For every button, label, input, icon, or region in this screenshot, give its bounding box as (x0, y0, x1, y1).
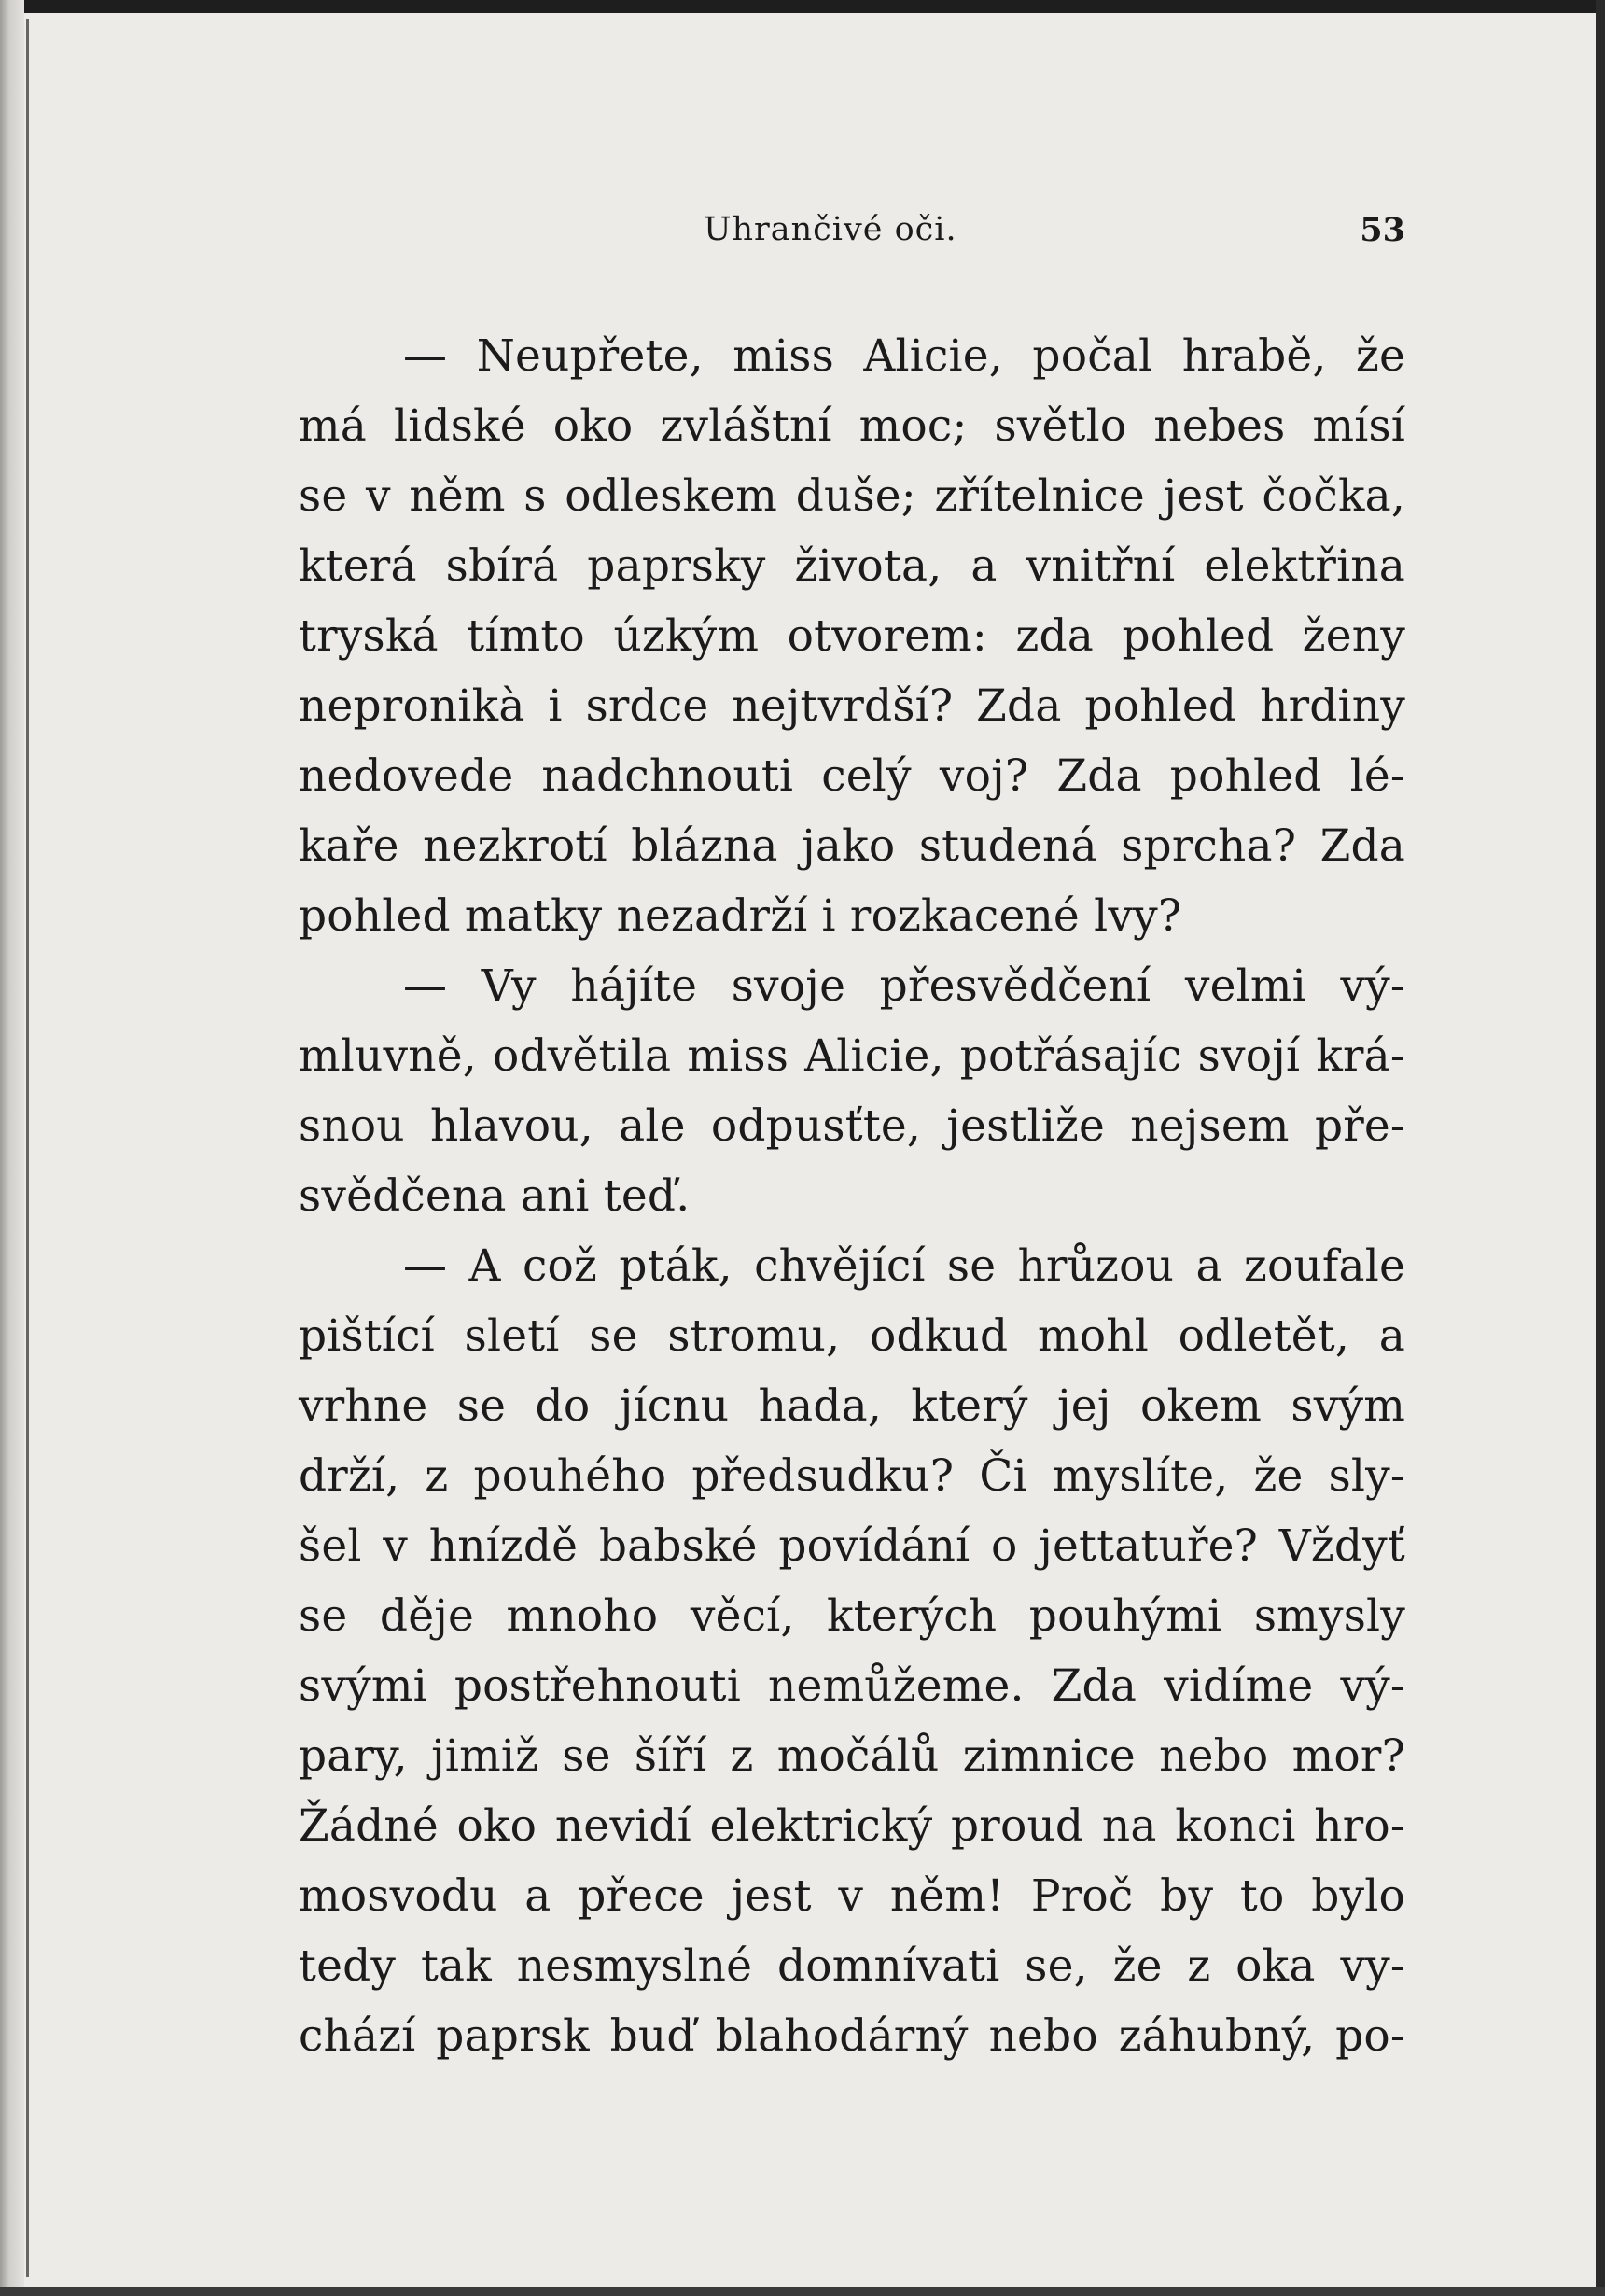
text-line: snou hlavou, ale odpusťte, jestliže nejsem pře- (299, 1100, 1405, 1152)
text-line: vrhne se do jícnu hada, který jej okem svým (299, 1380, 1405, 1432)
text-line: mosvodu a přece jest v něm! Proč by to bylo (299, 1870, 1405, 1922)
text-line: pištící sletí se stromu, odkud mohl odletět, a (299, 1310, 1405, 1362)
body-text (299, 321, 1405, 2071)
scan-edge-right (1596, 0, 1605, 2296)
text-line: se v něm s odleskem duše; zřítelnice jest čočka, (299, 470, 1405, 522)
text-line: — A což pták, chvějící se hrůzou a zoufale (403, 1240, 1405, 1292)
text-line: Žádné oko nevidí elektrický proud na konci hro- (299, 1800, 1405, 1852)
text-line: nedovede nadchnouti celý voj? Zda pohled lé- (299, 750, 1405, 802)
text-line: svědčena ani teď. (299, 1170, 691, 1222)
text-line: mluvně, odvětila miss Alicie, potřásajíc svojí krá- (299, 1030, 1405, 1082)
text-line: pary, jimiž se šíří z močálů zimnice nebo mor? (299, 1730, 1405, 1782)
scan-edge-top (0, 0, 1605, 13)
text-line: má lidské oko zvláštní moc; světlo nebes mísí (299, 400, 1405, 452)
running-title: Uhrančivé oči. (704, 211, 957, 248)
binding-line (26, 19, 29, 2277)
text-line: — Neupřete, miss Alicie, počal hrabě, že (403, 330, 1405, 382)
scan-edge-bottom (0, 2287, 1605, 2296)
text-line: tryská tímto úzkým otvorem: zda pohled ženy (299, 610, 1405, 662)
scan-edge-left (0, 0, 24, 2296)
text-line: pohled matky nezadrží i rozkacené lvy? (299, 890, 1182, 942)
text-line: která sbírá paprsky života, a vnitřní elektřina (299, 540, 1405, 592)
text-line: drží, z pouhého předsudku? Či myslíte, že sly- (299, 1450, 1405, 1502)
text-line: svými postřehnouti nemůžeme. Zda vidíme vý- (299, 1660, 1405, 1712)
text-line: — Vy hájíte svoje přesvědčení velmi vý- (403, 960, 1405, 1012)
text-line: kaře nezkrotí blázna jako studená sprcha? Zda (299, 820, 1405, 872)
text-line: se děje mnoho věcí, kterých pouhými smysly (299, 1590, 1405, 1642)
text-line: chází paprsk buď blahodárný nebo záhubný, po- (299, 2010, 1405, 2062)
text-line: nepronikà i srdce nejtvrdší? Zda pohled hrdiny (299, 680, 1405, 732)
text-line: šel v hnízdě babské povídání o jettatuře? Vždyť (299, 1520, 1405, 1572)
page-number: 53 (1360, 211, 1405, 249)
running-head (299, 211, 1405, 256)
text-line: tedy tak nesmyslné domnívati se, že z oka vy- (299, 1940, 1405, 1992)
